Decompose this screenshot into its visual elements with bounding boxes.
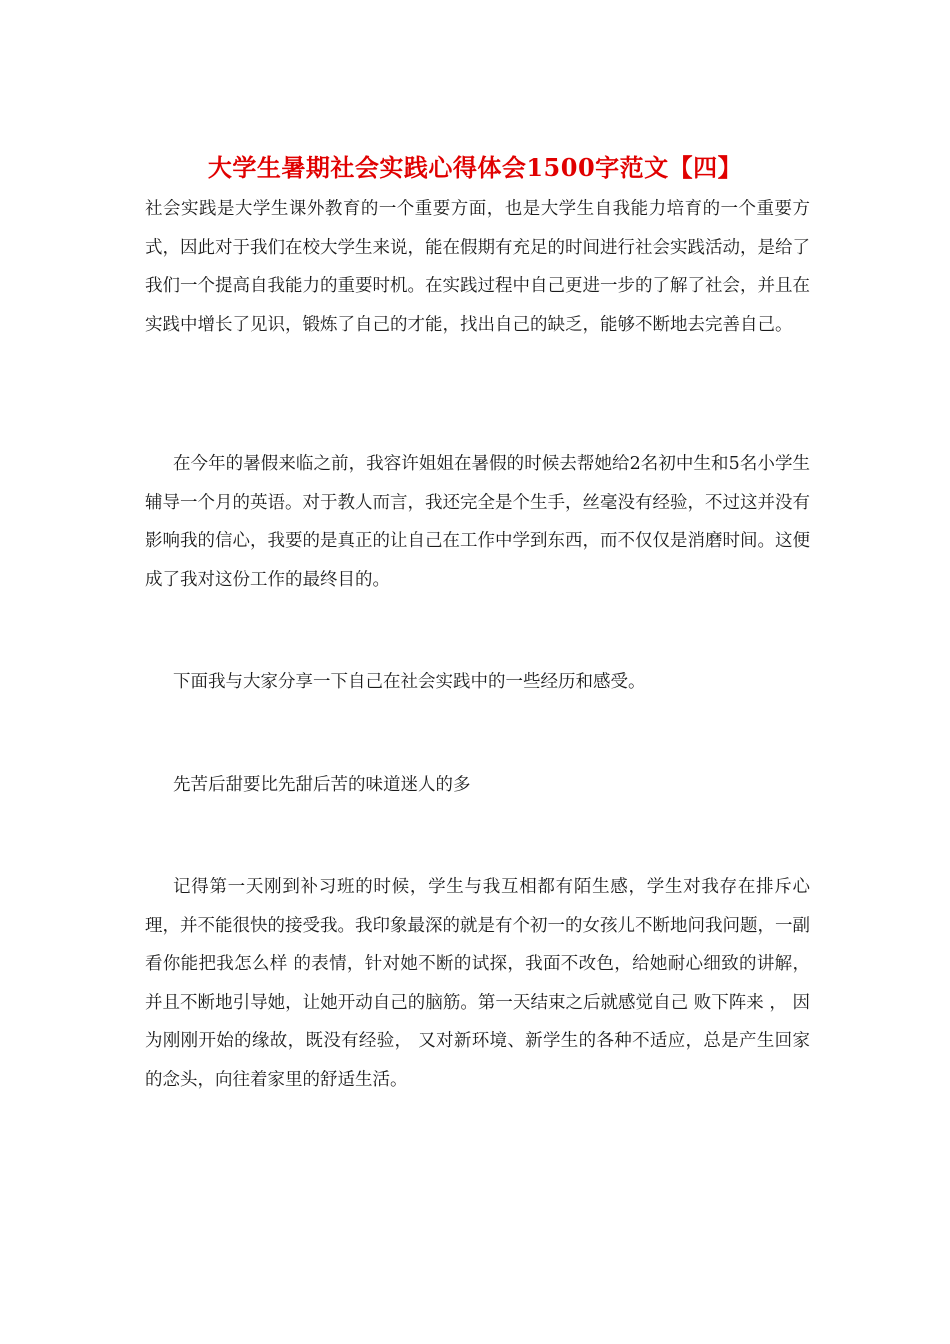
paragraph-summer-tutoring: 在今年的暑假来临之前，我容许姐姐在暑假的时候去帮她给2名初中生和5名小学生辅导一个月的英语。对于教人而言，我还完全是个生手，丝毫没有经验，不过这并没有影响我的信心，我要的是真正的让自己在工作中学到东西，而不仅仅是消磨时间。这便成了我对这份工作的最终目的。	[145, 454, 810, 590]
document-title: 大学生暑期社会实践心得体会1500字范文【四】	[207, 153, 743, 182]
paragraph-subheading: 先苦后甜要比先甜后苦的味道迷人的多	[173, 775, 471, 795]
paragraph-intro: 社会实践是大学生课外教育的一个重要方面，也是大学生自我能力培育的一个重要方式，因此对于我们在校大学生来说，能在假期有充足的时间进行社会实践活动，是给了我们一个提高自我能力的重要时机。在实践过程中自己更进一步的了解了社会，并且在实践中增长了见识，锻炼了自己的才能，找出自己的缺乏，能够不断地去完善自己。	[145, 199, 810, 335]
paragraph-share: 下面我与大家分享一下自己在社会实践中的一些经历和感受。	[173, 672, 646, 692]
paragraph-first-day: 记得第一天刚到补习班的时候，学生与我互相都有陌生感，学生对我存在排斥心理，并不能很快的接受我。我印象最深的就是有个初一的女孩儿不断地问我问题，一副 看你能把我怎么样 的表情，针对她不断的试探，我面不改色，给她耐心细致的讲解，并且不断地引导她，让她开动自己的脑筋。第一天结束之后就感觉自己 败下阵来 ， 因为刚刚开始的缘故，既没有经验， 又对新环境、新学生的各种不适应，总是产生回家的念头，向往着家里的舒适生活。	[145, 877, 810, 1090]
